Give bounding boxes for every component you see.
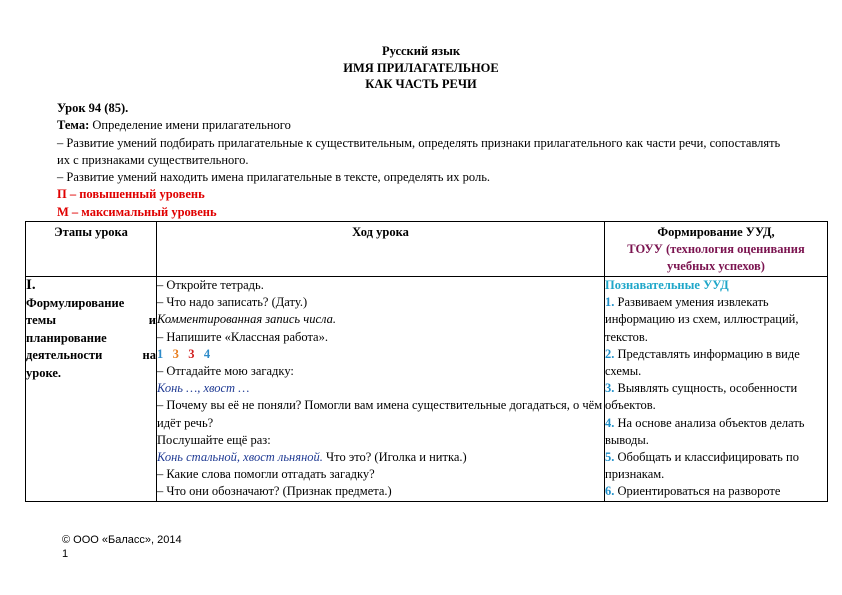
topic-label: Тема: <box>57 118 90 133</box>
lesson-topic <box>57 117 787 134</box>
riddle-line: Конь …, хвост … <box>157 381 250 396</box>
title-block <box>0 43 842 93</box>
uud-heading: Познавательные УУД <box>605 278 729 292</box>
tou-header-line3: учебных успехов) <box>667 259 765 273</box>
digit: 4 <box>203 346 211 361</box>
uud-item: 4. На основе анализа объектов делать выводы. <box>605 415 805 447</box>
course-line: Послушайте ещё раз: <box>157 432 271 447</box>
table-header-row <box>26 222 828 277</box>
col-stages-header: Этапы урока <box>26 222 157 277</box>
page-number: 1 <box>62 548 69 560</box>
col-course-header: Ход урока <box>157 222 605 277</box>
uud-item: 1. Развиваем умения извлекать информацию из схем, иллюстраций, текстов. <box>605 295 799 344</box>
digit: 3 <box>172 346 179 361</box>
stage-word: деятельности <box>26 348 103 362</box>
table-row <box>26 277 828 502</box>
stage-word: и <box>148 313 156 327</box>
digit: 1 <box>157 346 164 361</box>
level-m: М – максимальный уровень <box>57 204 217 219</box>
footer <box>62 533 182 561</box>
riddle-full-line <box>157 449 604 466</box>
lesson-number: Урок 94 (85). <box>57 101 129 115</box>
course-line: Комментированная запись числа. <box>157 312 336 327</box>
lesson-title-line1: ИМЯ ПРИЛАГАТЕЛЬНОЕ <box>343 60 499 75</box>
subject-heading: Русский язык <box>381 44 461 58</box>
course-line: – Что они обозначают? (Признак предмета.) <box>157 484 392 499</box>
stage-word: планирование <box>26 330 107 345</box>
course-cell <box>157 277 605 502</box>
course-line: – Какие слова помогли отгадать загадку? <box>157 467 375 482</box>
course-line: – Что надо записать? (Дату.) <box>157 295 308 310</box>
uud-item: 3. Выявлять сущность, особенности объектов. <box>605 381 798 413</box>
digit: 3 <box>188 346 195 361</box>
stage-cell <box>26 277 157 502</box>
stage-word: уроке. <box>26 365 62 380</box>
lesson-table <box>25 221 828 502</box>
stage-word: на <box>142 348 156 362</box>
uud-item: 5. Обобщать и классифицировать по признакам. <box>605 450 799 482</box>
uud-header-line1: Формирование УУД, <box>657 225 775 239</box>
uud-item: 6. Ориентироваться на развороте <box>605 484 781 499</box>
topic-text: Определение имени прилагательного <box>92 118 291 133</box>
stage-word: темы <box>26 313 56 327</box>
riddle-text: Конь стальной, хвост льняной. <box>157 450 323 465</box>
stage-number: I. <box>26 277 36 293</box>
stage-word: Формулирование <box>26 295 125 310</box>
course-line: – Почему вы её не поняли? Помогли вам имена существительные догадаться, о чём идёт речь? <box>157 398 603 430</box>
lesson-goal-2: – Развитие умений находить имена прилагательные в тексте, определять их роль. <box>57 170 491 185</box>
course-line: – Откройте тетрадь. <box>157 278 264 292</box>
level-p: П – повышенный уровень <box>57 187 205 202</box>
riddle-answer: Что это? (Иголка и нитка.) <box>322 450 467 465</box>
course-line: – Отгадайте мою загадку: <box>157 364 294 379</box>
date-digits <box>157 346 604 363</box>
tou-header-line2: ТОУУ (технология оценивания <box>627 242 805 256</box>
course-line: – Напишите «Классная работа». <box>157 329 328 344</box>
lesson-meta <box>57 100 787 221</box>
col-uud-header <box>605 222 828 277</box>
uud-cell <box>605 277 828 502</box>
lesson-goal-1: – Развитие умений подбирать прилагательные к существительным, определять признаки прилагательного как части речи, сопоставлять их с признаками существительного. <box>57 135 781 167</box>
uud-item: 2. Представлять информацию в виде схемы. <box>605 346 800 379</box>
copyright: © ООО «Баласс», 2014 <box>62 534 182 546</box>
lesson-title-line2: КАК ЧАСТЬ РЕЧИ <box>365 77 477 91</box>
